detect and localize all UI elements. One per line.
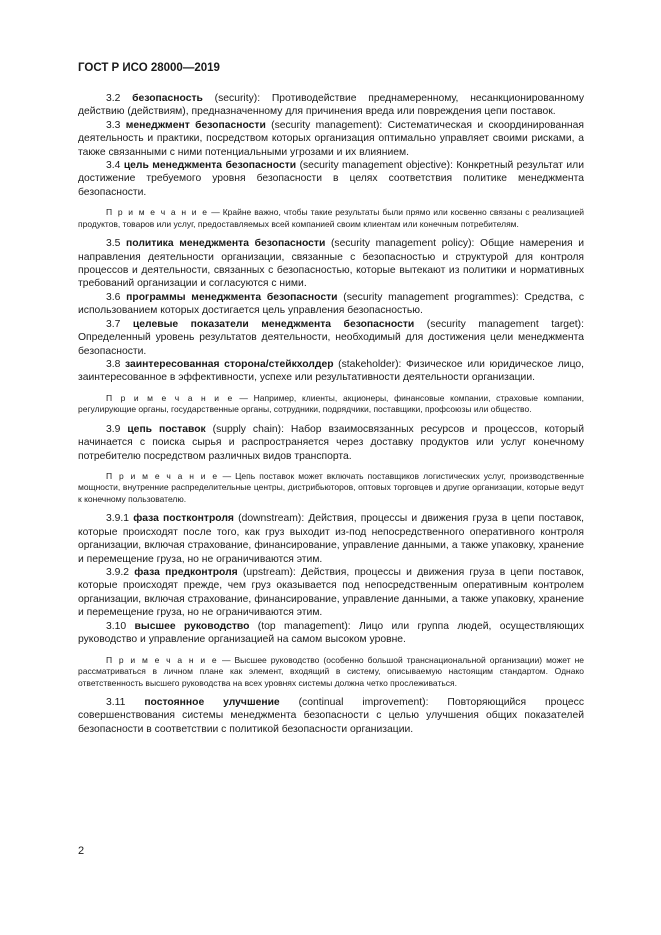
definition-text: (downstream): Действия, процессы и движения груза в цепи поставок, которые происходят после того, как груз выходит из-под непосредственного оперативного контроля организации, включая страхование, финансирование, управление данными, а также упаковку, хранение и перемещение груза, но не ограничиваются этим. [78,513,584,565]
note-label: П р и м е ч а н и е [106,207,209,218]
definition-paragraph [78,620,584,647]
defined-term: постоянное улучшение [144,697,280,708]
definition-paragraph [78,512,584,566]
clause-number: 3.9.1 [106,513,130,525]
definition-paragraph [78,318,584,358]
definition-paragraph [78,237,584,291]
clause-number: 3.6 [106,291,121,303]
note-paragraph [78,655,584,690]
definition-text: (security management programmes): Средства, с использованием которых достигается цель управления безопасностью. [78,291,585,317]
defined-term: безопасность [132,93,203,104]
defined-term: фаза предконтроля [134,567,238,579]
definition-text: (security): Противодействие преднамеренному, несанкционированному действию (действиям), предназначенному для причинения вреда или повреждения цепи поставок. [78,93,584,118]
clause-number: 3.4 [106,160,121,172]
definition-paragraph [78,291,584,318]
definition-text: (security management objective): Конкретный результат или достижение требуемого уровня безопасности в целях соответствия политике менеджмента безопасности. [78,160,584,198]
note-text: — Цепь поставок может включать поставщиков логистических услуг, производственные мощности, внутренние распределительные центры, дистрибьюторов, оптовых торговцев и другие организации, которые ведут к конечному пользователю. [78,470,584,504]
note-label: П р и м е ч а н и е [106,470,219,481]
definition-text: (stakeholder): Физическое или юридическое лицо, заинтересованное в эффективности, успехе или результативности деятельности организации. [78,358,585,384]
defined-term: политика менеджмента безопасности [126,238,326,250]
definition-paragraph [78,92,584,119]
defined-term: высшее руководство [134,620,250,632]
note-label: П р и м е ч а н и е [106,654,218,665]
clause-number: 3.10 [106,620,127,632]
document-body [78,92,584,736]
note-text: — Высшее руководство (особенно большой транснациональной организации) может не рассматриваться в личном плане как элемент, входящий в систему, описываемую настоящим стандартом. Однако ответственность высшего руководства на всех уровнях системы должна четко прослеживаться. [78,654,584,688]
definition-text: (security management): Систематическая и скоординированная деятельность и практики, посредством которых организация оптимально управляет своими рисками, а также связанными с ними потенциальными угрозами и их влиянием. [78,119,584,158]
definition-text: (upstream): Действия, процессы и движения груза в цепи поставок, которые происходят прежде, чем груз оказывается под непосредственным оперативным контролем организации, включая страхование, финансирование, управление данными, а также упаковку, хранение и перемещение груза, но не ограничиваются этим. [78,567,584,619]
defined-term: целевые показатели менеджмента безопасности [132,318,415,330]
definition-paragraph [78,358,584,385]
note-text: — Например, клиенты, акционеры, финансовые компании, страховые компании, регулирующие органы, государственные органы, сотрудники, подрядчики, поставщики, профсоюзы или общество. [78,392,584,415]
clause-number: 3.9.2 [106,567,130,579]
note-paragraph [78,393,584,416]
document-header: ГОСТ Р ИСО 28000—2019 [78,62,220,74]
definition-paragraph [78,423,584,463]
definition-text: (top management): Лицо или группа людей, осуществляющих руководство и управление организацией на самом высоком уровне. [78,620,585,646]
note-text: — Крайне важно, чтобы такие результаты были прямо или косвенно связаны с реализацией продуктов, товаров или услуг, предоставляемых всей компанией своим клиентам или конечным потребителям. [78,207,584,229]
clause-number: 3.8 [106,358,121,370]
note-paragraph [78,207,584,230]
definition-text: (security management policy): Общие намерения и направления деятельности организации, связанные с безопасностью и структурой для контроля процессов и деятельности, связанных с безопасностью, которые вытекают из политики и нормативных требований организации и согласуются с ними. [78,238,584,290]
definition-text: (supply chain): Набор взаимосвязанных ресурсов и процессов, который начинается с поиска сырья и распространяется через доставку продуктов или услуг конечному потребителю посредством различных видов транспорта. [78,423,584,462]
defined-term: цепь поставок [127,423,206,435]
definition-paragraph [78,696,584,736]
clause-number: 3.5 [106,238,121,250]
page-number: 2 [78,845,85,857]
definition-text: (security management target): Определенный уровень результатов деятельности, необходимый для достижения цели менеджмента безопасности. [78,318,584,357]
clause-number: 3.3 [106,119,121,131]
clause-number: 3.2 [106,93,121,104]
defined-term: заинтересованная сторона/стейкхолдер [125,358,334,370]
defined-term: фаза постконтроля [133,513,234,525]
clause-number: 3.9 [106,423,121,435]
definition-text: (continual improvement): Повторяющийся процесс совершенствования системы менеджмента безопасности с целью улучшения общих показателей безопасности в соответствии с политикой безопасности организации. [78,697,585,735]
definition-paragraph [78,159,584,199]
defined-term: цель менеджмента безопасности [123,160,297,172]
definition-paragraph [78,566,584,620]
defined-term: менеджмент безопасности [125,119,266,131]
clause-number: 3.11 [106,697,126,708]
clause-number: 3.7 [106,318,121,330]
defined-term: программы менеджмента безопасности [126,291,338,303]
note-paragraph [78,471,584,506]
note-label: П р и м е ч а н и е [106,392,234,403]
definition-paragraph [78,119,584,159]
